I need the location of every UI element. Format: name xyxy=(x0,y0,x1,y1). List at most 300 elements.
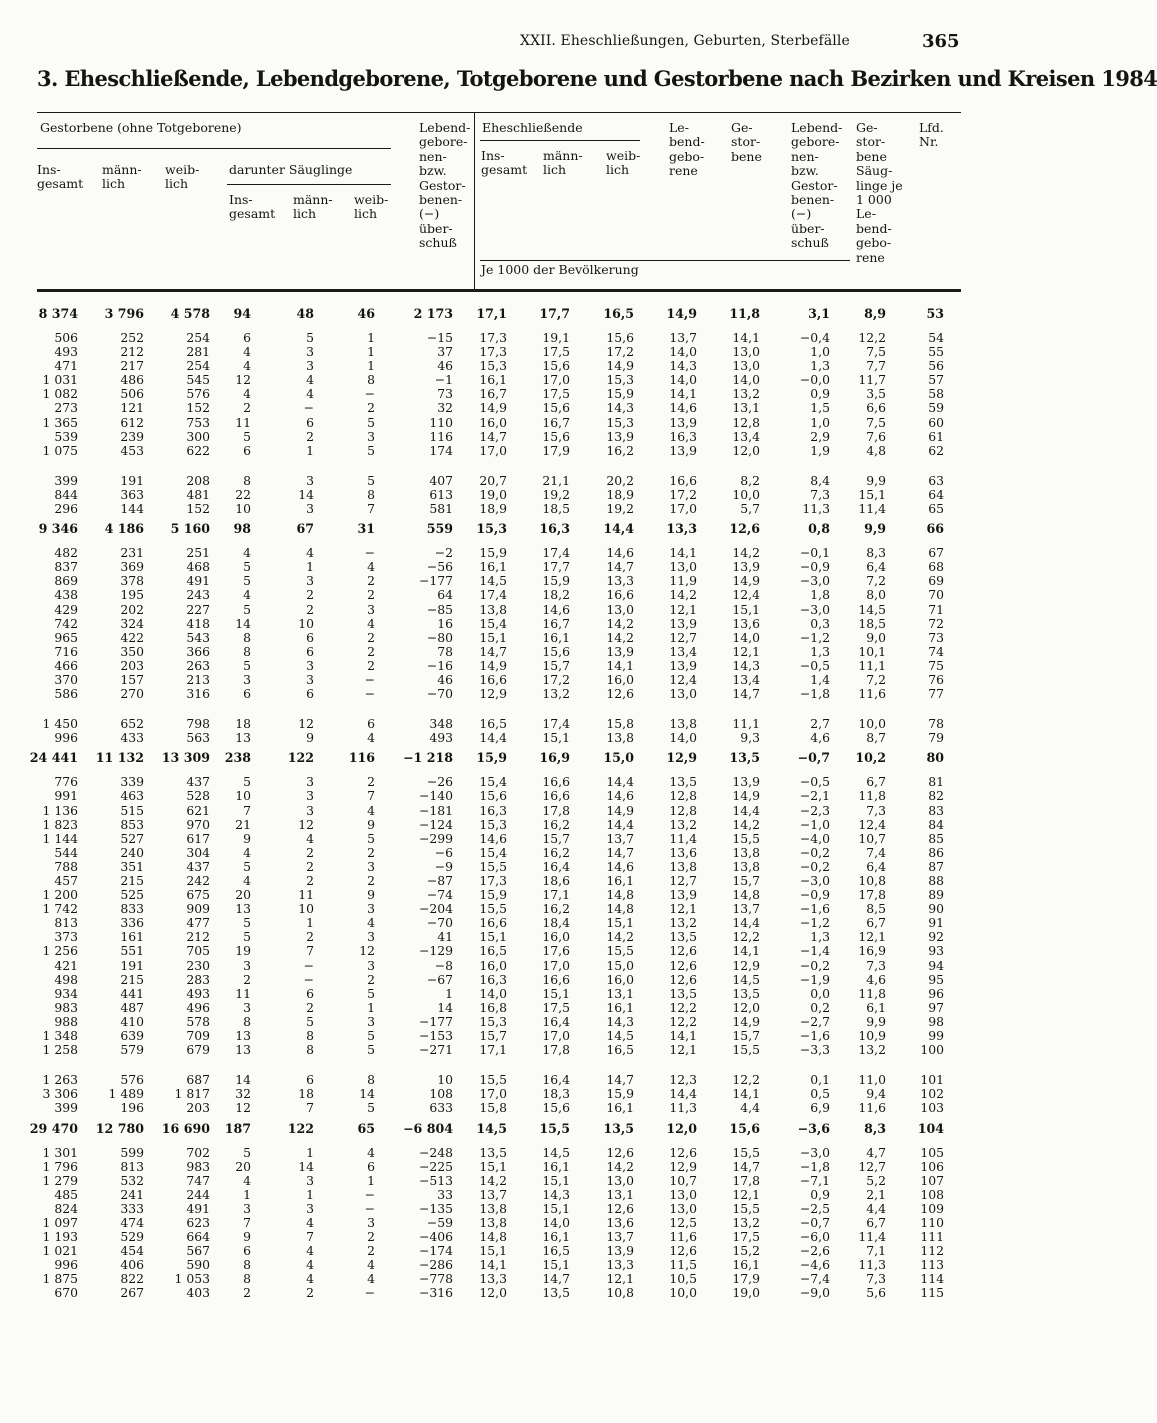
cell-ehe-insgesamt: 15,7 xyxy=(479,1028,507,1044)
cell-rate-gestorbene: 14,9 xyxy=(732,573,760,589)
cell-rate-saeuglinge: 15,1 xyxy=(858,486,886,502)
cell-rate-saeuglinge: 6,4 xyxy=(866,559,886,575)
cell-ehe-insgesamt: 16,7 xyxy=(479,386,507,402)
cell-ehe-weiblich: 13,1 xyxy=(606,985,634,1001)
cell-rate-gestorbene: 12,2 xyxy=(732,929,760,945)
cell-rate-ueberschuss: −2,6 xyxy=(799,1243,830,1259)
cell-rate-lebendgeborene: 17,0 xyxy=(669,501,697,517)
cell-lfd-nr: 77 xyxy=(928,686,944,702)
cell-ehe-weiblich: 14,6 xyxy=(606,545,634,561)
cell-gestorbene-weiblich: 254 xyxy=(186,330,210,345)
cell-lebend-ueberschuss: 116 xyxy=(429,428,453,444)
cell-saeuglinge-maennlich: − xyxy=(303,971,314,987)
cell-gestorbene-weiblich: 970 xyxy=(186,816,210,832)
cell-saeuglinge-maennlich: 2 xyxy=(306,844,314,860)
table-row xyxy=(0,775,1024,789)
cell-ehe-insgesamt: 16,5 xyxy=(479,943,507,959)
cell-saeuglinge-insgesamt: 4 xyxy=(243,1172,251,1188)
cell-saeuglinge-insgesamt: 9 xyxy=(243,830,251,846)
table-row xyxy=(0,1160,1024,1174)
cell-gestorbene-maennlich: 4 186 xyxy=(104,521,144,537)
cell-saeuglinge-weiblich: − xyxy=(364,671,375,687)
cell-gestorbene-weiblich: 1 817 xyxy=(174,1086,210,1102)
cell-gestorbene-weiblich: 203 xyxy=(186,1100,210,1116)
cell-saeuglinge-maennlich: 3 xyxy=(306,358,314,374)
cell-saeuglinge-maennlich: 2 xyxy=(306,601,314,617)
table-row xyxy=(0,987,1024,1001)
cell-rate-lebendgeborene: 13,4 xyxy=(669,643,697,659)
cell-saeuglinge-weiblich: 7 xyxy=(367,788,375,804)
cell-rate-lebendgeborene: 12,6 xyxy=(669,1144,697,1160)
cell-saeuglinge-insgesamt: 14 xyxy=(235,615,251,631)
cell-rate-saeuglinge: 13,2 xyxy=(858,1042,886,1058)
cell-rate-lebendgeborene: 12,6 xyxy=(669,1243,697,1259)
cell-saeuglinge-maennlich: 1 xyxy=(306,1144,314,1160)
cell-rate-gestorbene: 14,0 xyxy=(732,629,760,645)
table-row xyxy=(0,645,1024,659)
cell-rate-gestorbene: 8,2 xyxy=(740,472,760,488)
cell-ehe-weiblich: 20,2 xyxy=(606,472,634,488)
cell-rate-gestorbene: 4,4 xyxy=(740,1100,760,1116)
table-row xyxy=(0,1073,1024,1087)
cell-gestorbene-weiblich: 576 xyxy=(186,386,210,402)
cell-saeuglinge-maennlich: 3 xyxy=(306,802,314,818)
cell-lfd-nr: 96 xyxy=(928,985,944,1001)
cell-rate-saeuglinge: 7,1 xyxy=(866,1243,886,1259)
cell-ehe-weiblich: 14,9 xyxy=(606,358,634,374)
cell-ehe-maennlich: 14,0 xyxy=(542,1214,570,1230)
header-lfd-nr: Lfd. Nr. xyxy=(919,120,944,150)
cell-saeuglinge-insgesamt: 10 xyxy=(235,788,251,804)
cell-ehe-weiblich: 15,5 xyxy=(606,943,634,959)
cell-rate-gestorbene: 14,2 xyxy=(732,816,760,832)
cell-rate-lebendgeborene: 12,7 xyxy=(669,873,697,888)
cell-ehe-maennlich: 15,6 xyxy=(542,643,570,659)
cell-saeuglinge-weiblich: 4 xyxy=(367,1144,375,1160)
cell-gestorbene-maennlich: 363 xyxy=(120,486,144,502)
table-row xyxy=(0,373,1024,387)
cell-lebend-ueberschuss: −225 xyxy=(418,1158,453,1174)
cell-lebend-ueberschuss: −26 xyxy=(426,774,453,790)
divider-absolute-rates xyxy=(474,112,475,289)
cell-lebend-ueberschuss: −153 xyxy=(418,1028,453,1044)
cell-saeuglinge-maennlich: 2 xyxy=(306,999,314,1015)
cell-saeuglinge-weiblich: 8 xyxy=(367,486,375,502)
table-row xyxy=(0,631,1024,645)
cell-gestorbene-insgesamt: 996 xyxy=(54,1257,78,1273)
cell-lebend-ueberschuss: 407 xyxy=(429,472,453,488)
cell-saeuglinge-maennlich: 6 xyxy=(306,414,314,430)
cell-saeuglinge-insgesamt: 20 xyxy=(235,887,251,903)
cell-rate-gestorbene: 12,0 xyxy=(732,999,760,1015)
cell-saeuglinge-insgesamt: 5 xyxy=(243,657,251,673)
cell-rate-ueberschuss: −1,0 xyxy=(799,816,830,832)
cell-rate-lebendgeborene: 12,6 xyxy=(669,971,697,987)
cell-rate-ueberschuss: 7,3 xyxy=(810,486,830,502)
cell-rate-ueberschuss: −1,8 xyxy=(799,686,830,702)
cell-ehe-maennlich: 13,2 xyxy=(542,686,570,702)
cell-rate-ueberschuss: 0,1 xyxy=(810,1072,830,1088)
cell-rate-ueberschuss: −7,4 xyxy=(799,1271,830,1287)
cell-rate-saeuglinge: 11,4 xyxy=(858,501,886,517)
cell-gestorbene-insgesamt: 1 279 xyxy=(42,1172,78,1188)
gestorbene-group-rule xyxy=(37,148,391,149)
cell-rate-ueberschuss: −3,0 xyxy=(799,1144,830,1160)
cell-saeuglinge-insgesamt: 13 xyxy=(235,901,251,917)
cell-ehe-weiblich: 12,6 xyxy=(606,1144,634,1160)
cell-rate-ueberschuss: 0,9 xyxy=(810,386,830,402)
cell-gestorbene-weiblich: 227 xyxy=(186,601,210,617)
cell-rate-lebendgeborene: 10,7 xyxy=(669,1172,697,1188)
cell-gestorbene-maennlich: 339 xyxy=(120,774,144,790)
cell-gestorbene-weiblich: 304 xyxy=(186,844,210,860)
cell-rate-ueberschuss: 1,0 xyxy=(810,414,830,430)
table-row xyxy=(0,1174,1024,1188)
cell-ehe-maennlich: 15,1 xyxy=(542,730,570,746)
cell-gestorbene-insgesamt: 1 200 xyxy=(42,887,78,903)
cell-lfd-nr: 54 xyxy=(928,330,944,345)
cell-ehe-weiblich: 15,9 xyxy=(606,1086,634,1102)
cell-gestorbene-weiblich: 152 xyxy=(186,400,210,416)
cell-ehe-maennlich: 17,2 xyxy=(542,671,570,687)
cell-gestorbene-weiblich: 300 xyxy=(186,428,210,444)
cell-lfd-nr: 115 xyxy=(920,1285,944,1301)
cell-ehe-insgesamt: 16,0 xyxy=(479,414,507,430)
cell-rate-saeuglinge: 8,7 xyxy=(866,730,886,746)
cell-gestorbene-insgesamt: 1 075 xyxy=(42,442,78,458)
cell-ehe-maennlich: 15,9 xyxy=(542,573,570,589)
cell-saeuglinge-weiblich: − xyxy=(364,545,375,561)
cell-saeuglinge-weiblich: 3 xyxy=(367,428,375,444)
cell-rate-ueberschuss: −1,2 xyxy=(799,629,830,645)
cell-ehe-weiblich: 16,1 xyxy=(606,1100,634,1116)
cell-rate-lebendgeborene: 14,6 xyxy=(669,400,697,416)
table-row xyxy=(0,574,1024,588)
cell-ehe-maennlich: 17,0 xyxy=(542,1028,570,1044)
cell-saeuglinge-insgesamt: 5 xyxy=(243,601,251,617)
cell-rate-ueberschuss: −7,1 xyxy=(799,1172,830,1188)
cell-rate-saeuglinge: 11,0 xyxy=(858,1072,886,1088)
cell-gestorbene-maennlich: 212 xyxy=(120,344,144,360)
cell-saeuglinge-insgesamt: 8 xyxy=(243,1271,251,1287)
cell-rate-saeuglinge: 6,4 xyxy=(866,858,886,874)
header-lebendgeborene: Le- bend- gebo- rene xyxy=(669,120,705,179)
cell-saeuglinge-insgesamt: 3 xyxy=(243,999,251,1015)
cell-lfd-nr: 63 xyxy=(928,472,944,488)
cell-ehe-maennlich: 15,6 xyxy=(542,428,570,444)
cell-gestorbene-insgesamt: 457 xyxy=(54,873,78,888)
cell-saeuglinge-maennlich: 4 xyxy=(306,372,314,388)
table-row xyxy=(0,1188,1024,1202)
cell-saeuglinge-maennlich: 1 xyxy=(306,559,314,575)
cell-rate-ueberschuss: −4,6 xyxy=(799,1257,830,1273)
cell-ehe-weiblich: 13,1 xyxy=(606,1186,634,1202)
cell-rate-lebendgeborene: 13,7 xyxy=(669,330,697,345)
cell-saeuglinge-weiblich: 14 xyxy=(359,1086,375,1102)
cell-ehe-maennlich: 16,7 xyxy=(542,615,570,631)
cell-saeuglinge-weiblich: 6 xyxy=(367,1158,375,1174)
cell-gestorbene-weiblich: 251 xyxy=(186,545,210,561)
cell-ehe-weiblich: 13,5 xyxy=(603,1120,634,1136)
cell-gestorbene-insgesamt: 493 xyxy=(54,344,78,360)
cell-ehe-maennlich: 15,6 xyxy=(542,400,570,416)
cell-rate-ueberschuss: −1,8 xyxy=(799,1158,830,1174)
table-row xyxy=(0,1001,1024,1015)
cell-lfd-nr: 93 xyxy=(928,943,944,959)
cell-rate-gestorbene: 12,9 xyxy=(732,957,760,973)
cell-rate-lebendgeborene: 13,9 xyxy=(669,657,697,673)
cell-gestorbene-weiblich: 590 xyxy=(186,1257,210,1273)
cell-lebend-ueberschuss: 1 xyxy=(445,985,453,1001)
cell-saeuglinge-insgesamt: 20 xyxy=(235,1158,251,1174)
cell-ehe-insgesamt: 17,1 xyxy=(479,1042,507,1058)
cell-rate-gestorbene: 12,4 xyxy=(732,587,760,603)
cell-saeuglinge-insgesamt: 4 xyxy=(243,358,251,374)
cell-lebend-ueberschuss: −6 804 xyxy=(403,1120,453,1136)
cell-ehe-weiblich: 14,8 xyxy=(606,901,634,917)
cell-gestorbene-insgesamt: 988 xyxy=(54,1013,78,1029)
cell-rate-saeuglinge: 6,6 xyxy=(866,400,886,416)
cell-rate-saeuglinge: 10,9 xyxy=(858,1028,886,1044)
cell-ehe-weiblich: 15,0 xyxy=(603,750,634,766)
cell-saeuglinge-maennlich: 10 xyxy=(298,901,314,917)
cell-gestorbene-maennlich: 350 xyxy=(120,643,144,659)
cell-gestorbene-weiblich: 622 xyxy=(186,442,210,458)
cell-gestorbene-maennlich: 433 xyxy=(120,730,144,746)
cell-saeuglinge-weiblich: 6 xyxy=(367,716,375,732)
cell-ehe-insgesamt: 15,8 xyxy=(479,1100,507,1116)
cell-saeuglinge-insgesamt: 12 xyxy=(235,372,251,388)
cell-rate-lebendgeborene: 14,9 xyxy=(666,306,697,321)
cell-ehe-weiblich: 10,8 xyxy=(606,1285,634,1301)
table-row xyxy=(0,444,1024,458)
cell-gestorbene-insgesamt: 8 374 xyxy=(38,306,78,321)
cell-gestorbene-insgesamt: 1 823 xyxy=(42,816,78,832)
cell-gestorbene-insgesamt: 438 xyxy=(54,587,78,603)
cell-gestorbene-insgesamt: 1 021 xyxy=(42,1243,78,1259)
cell-ehe-maennlich: 16,1 xyxy=(542,1158,570,1174)
cell-ehe-insgesamt: 14,5 xyxy=(476,1120,507,1136)
cell-rate-ueberschuss: −0,7 xyxy=(799,1214,830,1230)
cell-saeuglinge-maennlich: 5 xyxy=(306,330,314,345)
cell-ehe-maennlich: 15,1 xyxy=(542,985,570,1001)
cell-saeuglinge-weiblich: 65 xyxy=(357,1120,375,1136)
cell-ehe-weiblich: 13,0 xyxy=(606,601,634,617)
cell-saeuglinge-insgesamt: 9 xyxy=(243,1229,251,1245)
cell-rate-lebendgeborene: 13,6 xyxy=(669,844,697,860)
cell-saeuglinge-insgesamt: 13 xyxy=(235,730,251,746)
table-row xyxy=(0,717,1024,731)
cell-rate-saeuglinge: 6,7 xyxy=(866,774,886,790)
cell-gestorbene-maennlich: 515 xyxy=(120,802,144,818)
cell-gestorbene-maennlich: 422 xyxy=(120,629,144,645)
cell-ehe-insgesamt: 13,3 xyxy=(479,1271,507,1287)
cell-saeuglinge-insgesamt: 8 xyxy=(243,472,251,488)
cell-ehe-maennlich: 15,1 xyxy=(542,1200,570,1216)
cell-gestorbene-insgesamt: 788 xyxy=(54,858,78,874)
cell-ehe-insgesamt: 15,1 xyxy=(479,929,507,945)
cell-rate-ueberschuss: 1,0 xyxy=(810,344,830,360)
cell-gestorbene-insgesamt: 506 xyxy=(54,330,78,345)
cell-saeuglinge-weiblich: 46 xyxy=(357,306,375,321)
cell-rate-gestorbene: 11,8 xyxy=(729,306,760,321)
cell-lebend-ueberschuss: −140 xyxy=(418,788,453,804)
cell-saeuglinge-insgesamt: 12 xyxy=(235,1100,251,1116)
cell-saeuglinge-insgesamt: 8 xyxy=(243,1013,251,1029)
cell-rate-saeuglinge: 11,6 xyxy=(858,1100,886,1116)
cell-gestorbene-maennlich: 351 xyxy=(120,858,144,874)
cell-rate-lebendgeborene: 12,8 xyxy=(669,802,697,818)
cell-gestorbene-weiblich: 617 xyxy=(186,830,210,846)
cell-gestorbene-maennlich: 191 xyxy=(120,957,144,973)
cell-ehe-insgesamt: 15,3 xyxy=(479,1013,507,1029)
cell-saeuglinge-weiblich: 116 xyxy=(348,750,375,766)
cell-gestorbene-insgesamt: 742 xyxy=(54,615,78,631)
cell-rate-ueberschuss: 0,2 xyxy=(810,999,830,1015)
cell-lfd-nr: 73 xyxy=(928,629,944,645)
cell-gestorbene-insgesamt: 824 xyxy=(54,1200,78,1216)
cell-lebend-ueberschuss: −15 xyxy=(426,330,453,345)
cell-rate-saeuglinge: 4,7 xyxy=(866,1144,886,1160)
cell-gestorbene-insgesamt: 837 xyxy=(54,559,78,575)
cell-lebend-ueberschuss: −316 xyxy=(418,1285,453,1301)
cell-rate-lebendgeborene: 13,2 xyxy=(669,816,697,832)
cell-saeuglinge-weiblich: − xyxy=(364,1200,375,1216)
cell-gestorbene-insgesamt: 996 xyxy=(54,730,78,746)
table-row xyxy=(0,860,1024,874)
cell-ehe-maennlich: 14,6 xyxy=(542,601,570,617)
cell-gestorbene-maennlich: 203 xyxy=(120,657,144,673)
cell-saeuglinge-weiblich: 5 xyxy=(367,414,375,430)
cell-saeuglinge-insgesamt: 4 xyxy=(243,587,251,603)
cell-ehe-weiblich: 14,4 xyxy=(606,816,634,832)
cell-rate-gestorbene: 13,1 xyxy=(732,400,760,416)
cell-ehe-maennlich: 14,3 xyxy=(542,1186,570,1202)
cell-saeuglinge-weiblich: 9 xyxy=(367,816,375,832)
table-row xyxy=(0,474,1024,488)
eheschliessende-group-rule xyxy=(480,140,640,141)
cell-rate-lebendgeborene: 17,2 xyxy=(669,486,697,502)
cell-ehe-insgesamt: 16,6 xyxy=(479,671,507,687)
cell-saeuglinge-weiblich: 3 xyxy=(367,1013,375,1029)
cell-lfd-nr: 72 xyxy=(928,615,944,631)
cell-gestorbene-weiblich: 244 xyxy=(186,1186,210,1202)
cell-saeuglinge-weiblich: 1 xyxy=(367,358,375,374)
cell-saeuglinge-weiblich: 2 xyxy=(367,1229,375,1245)
cell-rate-saeuglinge: 9,4 xyxy=(866,1086,886,1102)
cell-lebend-ueberschuss: −129 xyxy=(418,943,453,959)
cell-gestorbene-insgesamt: 373 xyxy=(54,929,78,945)
cell-saeuglinge-insgesamt: 4 xyxy=(243,344,251,360)
cell-gestorbene-maennlich: 121 xyxy=(120,400,144,416)
table-row xyxy=(0,1244,1024,1258)
cell-rate-ueberschuss: −0,0 xyxy=(799,372,830,388)
cell-ehe-maennlich: 18,2 xyxy=(542,587,570,603)
cell-saeuglinge-weiblich: 1 xyxy=(367,999,375,1015)
cell-gestorbene-weiblich: 675 xyxy=(186,887,210,903)
cell-rate-saeuglinge: 5,2 xyxy=(866,1172,886,1188)
cell-lebend-ueberschuss: 613 xyxy=(429,486,453,502)
cell-rate-saeuglinge: 11,8 xyxy=(858,985,886,1001)
cell-ehe-insgesamt: 17,3 xyxy=(479,873,507,888)
cell-ehe-weiblich: 14,4 xyxy=(606,774,634,790)
cell-saeuglinge-weiblich: 4 xyxy=(367,559,375,575)
cell-saeuglinge-weiblich: 4 xyxy=(367,1271,375,1287)
header-gestorbene-group: Gestorbene (ohne Totgeborene) xyxy=(40,120,242,135)
cell-rate-saeuglinge: 2,1 xyxy=(866,1186,886,1202)
cell-saeuglinge-insgesamt: 187 xyxy=(224,1120,251,1136)
cell-rate-lebendgeborene: 13,9 xyxy=(669,414,697,430)
cell-rate-gestorbene: 15,7 xyxy=(732,1028,760,1044)
cell-gestorbene-weiblich: 366 xyxy=(186,643,210,659)
cell-rate-ueberschuss: 0,8 xyxy=(808,521,830,537)
cell-saeuglinge-insgesamt: 8 xyxy=(243,643,251,659)
cell-rate-gestorbene: 16,1 xyxy=(732,1257,760,1273)
cell-gestorbene-weiblich: 496 xyxy=(186,999,210,1015)
cell-ehe-maennlich: 17,7 xyxy=(542,559,570,575)
cell-gestorbene-maennlich: 324 xyxy=(120,615,144,631)
cell-ehe-insgesamt: 15,3 xyxy=(479,358,507,374)
cell-saeuglinge-maennlich: 3 xyxy=(306,344,314,360)
cell-lfd-nr: 60 xyxy=(928,414,944,430)
cell-rate-gestorbene: 14,7 xyxy=(732,1158,760,1174)
cell-rate-ueberschuss: 1,3 xyxy=(810,643,830,659)
cell-lfd-nr: 87 xyxy=(928,858,944,874)
cell-saeuglinge-insgesamt: 10 xyxy=(235,501,251,517)
cell-rate-gestorbene: 17,9 xyxy=(732,1271,760,1287)
cell-lfd-nr: 62 xyxy=(928,442,944,458)
cell-rate-lebendgeborene: 12,8 xyxy=(669,788,697,804)
cell-rate-gestorbene: 15,6 xyxy=(729,1120,760,1136)
cell-rate-saeuglinge: 9,9 xyxy=(864,521,886,537)
cell-ehe-insgesamt: 17,0 xyxy=(479,1086,507,1102)
cell-gestorbene-weiblich: 281 xyxy=(186,344,210,360)
cell-gestorbene-maennlich: 463 xyxy=(120,788,144,804)
cell-gestorbene-insgesamt: 1 796 xyxy=(42,1158,78,1174)
cell-ehe-maennlich: 17,1 xyxy=(542,887,570,903)
cell-lebend-ueberschuss: −181 xyxy=(418,802,453,818)
cell-saeuglinge-weiblich: 1 xyxy=(367,330,375,345)
cell-saeuglinge-insgesamt: 3 xyxy=(243,957,251,973)
cell-rate-gestorbene: 12,1 xyxy=(732,1186,760,1202)
cell-gestorbene-insgesamt: 1 365 xyxy=(42,414,78,430)
cell-ehe-weiblich: 13,9 xyxy=(606,643,634,659)
cell-rate-lebendgeborene: 12,2 xyxy=(669,999,697,1015)
cell-saeuglinge-insgesamt: 3 xyxy=(243,1200,251,1216)
cell-saeuglinge-maennlich: − xyxy=(303,400,314,416)
cell-ehe-weiblich: 16,5 xyxy=(603,306,634,321)
cell-rate-gestorbene: 14,1 xyxy=(732,330,760,345)
cell-saeuglinge-insgesamt: 13 xyxy=(235,1042,251,1058)
cell-rate-lebendgeborene: 13,8 xyxy=(669,858,697,874)
cell-ehe-weiblich: 12,6 xyxy=(606,1200,634,1216)
cell-rate-saeuglinge: 7,5 xyxy=(866,414,886,430)
cell-gestorbene-maennlich: 487 xyxy=(120,999,144,1015)
cell-rate-saeuglinge: 18,5 xyxy=(858,615,886,631)
cell-gestorbene-insgesamt: 485 xyxy=(54,1186,78,1202)
cell-gestorbene-weiblich: 709 xyxy=(186,1028,210,1044)
per-1000-rule xyxy=(480,260,850,261)
cell-rate-saeuglinge: 7,3 xyxy=(866,802,886,818)
cell-ehe-maennlich: 19,2 xyxy=(542,486,570,502)
cell-saeuglinge-weiblich: − xyxy=(364,386,375,402)
cell-saeuglinge-maennlich: 6 xyxy=(306,1072,314,1088)
cell-lebend-ueberschuss: −59 xyxy=(426,1214,453,1230)
cell-rate-ueberschuss: −0,1 xyxy=(799,545,830,561)
cell-saeuglinge-insgesamt: 4 xyxy=(243,386,251,402)
cell-rate-lebendgeborene: 13,0 xyxy=(669,559,697,575)
cell-rate-saeuglinge: 11,3 xyxy=(858,1257,886,1273)
